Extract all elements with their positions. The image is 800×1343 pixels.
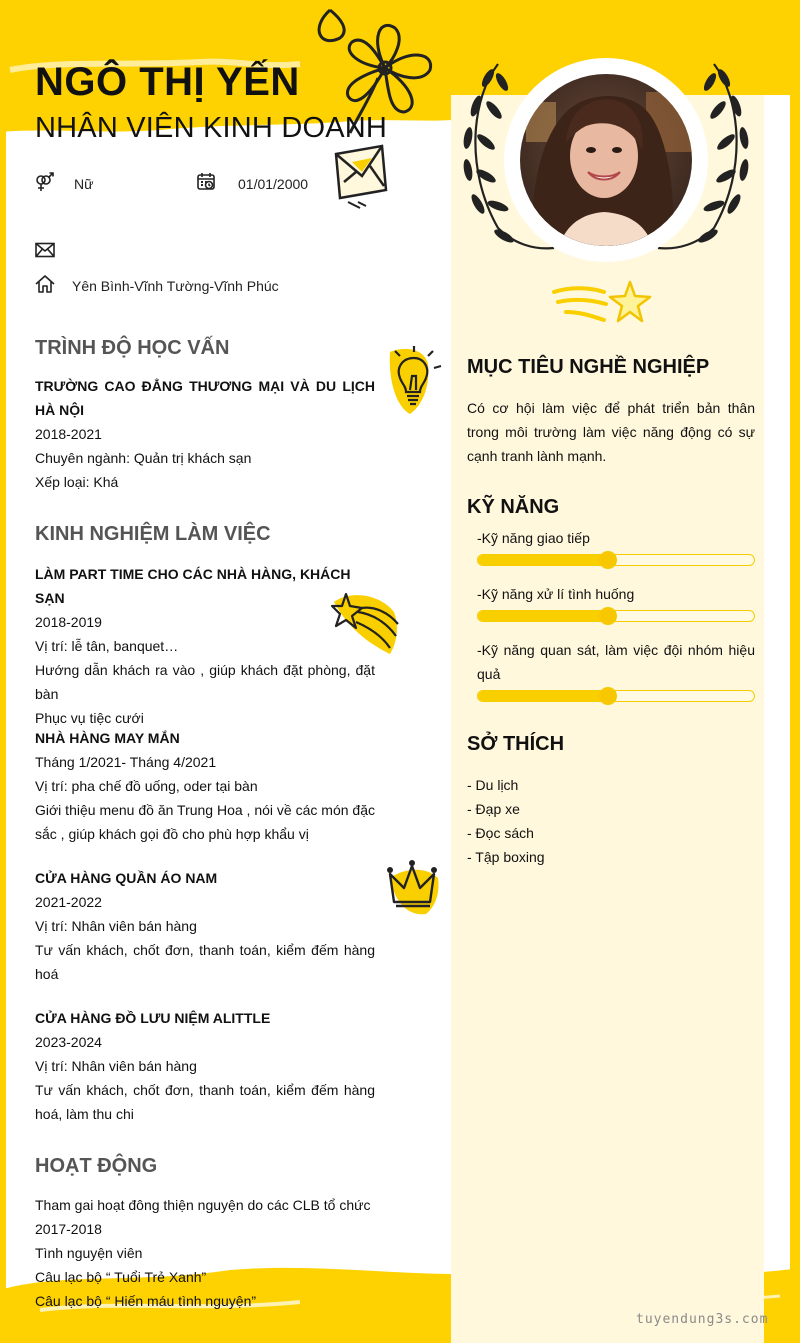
candidate-name: NGÔ THỊ YẾN — [35, 60, 300, 104]
experience-org-3: CỬA HÀNG QUẦN ÁO NAM — [35, 870, 218, 886]
skill-bar — [477, 610, 755, 622]
experience-line: Vị trí: pha chế đồ uống, oder tại bàn — [35, 778, 258, 794]
experience-line: Hướng dẫn khách ra vào , giúp khách đặt phòng, đặt bàn — [35, 662, 375, 702]
activity-line: 2017-2018 — [35, 1221, 102, 1237]
lightbulb-doodle-icon — [384, 344, 446, 418]
skills-title: KỸ NĂNG — [467, 496, 560, 518]
experience-period-4: 2023-2024 — [35, 1034, 102, 1050]
education-major: Chuyên ngành: Quản trị khách sạn — [35, 450, 252, 466]
activities-title: HOẠT ĐỘNG — [35, 1155, 158, 1177]
skill-bar — [477, 690, 755, 702]
experience-line: Tư vấn khách, chốt đơn, thanh toán, kiểm đếm hàng hoá — [35, 942, 375, 982]
objective-text: Có cơ hội làm việc để phát triển bản thân trong môi trường làm việc năng động có sự cạnh tranh lành mạnh. — [467, 400, 755, 464]
education-school: TRƯỜNG CAO ĐẲNG THƯƠNG MẠI VÀ DU LỊCH HÀ NỘI — [35, 378, 375, 418]
gender-value: Nữ — [74, 176, 94, 192]
gender-icon — [34, 172, 54, 192]
star-doodle-icon — [552, 278, 654, 328]
experience-period-2: Tháng 1/2021- Tháng 4/2021 — [35, 754, 217, 770]
skill-item — [477, 582, 755, 622]
education-period: 2018-2021 — [35, 426, 102, 442]
experience-org-2: NHÀ HÀNG MAY MẮN — [35, 730, 180, 746]
skill-bar-fill — [478, 611, 608, 621]
experience-org-1: LÀM PART TIME CHO CÁC NHÀ HÀNG, KHÁCH SẠN — [35, 566, 351, 606]
hobby-item: - Đọc sách — [467, 825, 534, 841]
experience-title: KINH NGHIỆM LÀM VIỆC — [35, 523, 271, 545]
job-position: NHÂN VIÊN KINH DOANH — [35, 112, 388, 144]
envelope-doodle-icon — [330, 142, 388, 212]
education-grade: Xếp loại: Khá — [35, 474, 119, 490]
activity-line: Tình nguyện viên — [35, 1245, 143, 1261]
objective-title: MỤC TIÊU NGHỀ NGHIỆP — [467, 356, 710, 378]
experience-line: Phục vụ tiệc cưới — [35, 710, 144, 726]
skill-item — [477, 526, 755, 566]
watermark: tuyendung3s.com — [636, 1312, 769, 1327]
address-value: Yên Bình-Vĩnh Tường-Vĩnh Phúc — [72, 278, 279, 294]
hobby-item: - Đạp xe — [467, 801, 520, 817]
education-title: TRÌNH ĐỘ HỌC VẤN — [35, 337, 230, 359]
mail-icon — [35, 242, 55, 258]
crown-doodle-icon — [386, 858, 442, 916]
experience-line: Tư vấn khách, chốt đơn, thanh toán, kiểm đếm hàng hoá, làm thu chi — [35, 1082, 375, 1122]
home-icon — [34, 274, 56, 294]
hobby-item: - Du lịch — [467, 777, 519, 793]
hobby-item: - Tập boxing — [467, 849, 545, 865]
experience-line: Giới thiệu menu đồ ăn Trung Hoa , nói về các món đặc sắc , giúp khách gọi đồ cho phù hợp khẩu vị — [35, 802, 375, 842]
activity-line: Câu lạc bộ “ Tuổi Trẻ Xanh” — [35, 1269, 207, 1285]
skill-item — [477, 638, 755, 702]
skill-label: -Kỹ năng giao tiếp — [477, 530, 590, 546]
experience-line: Vị trí: Nhân viên bán hàng — [35, 1058, 197, 1074]
experience-org-4: CỬA HÀNG ĐỒ LƯU NIỆM ALITTLE — [35, 1010, 271, 1026]
experience-period-1: 2018-2019 — [35, 614, 102, 630]
skill-bar-knob — [599, 607, 617, 625]
experience-period-3: 2021-2022 — [35, 894, 102, 910]
birthday-value: 01/01/2000 — [238, 176, 309, 192]
skill-bar-knob — [599, 687, 617, 705]
skill-label: -Kỹ năng xử lí tình huống — [477, 586, 635, 602]
calendar-icon — [196, 171, 216, 191]
profile-photo — [496, 52, 716, 270]
activity-line: Tham gai hoạt đông thiện nguyện do các CLB tổ chức — [35, 1197, 371, 1213]
experience-line: Vị trí: Nhân viên bán hàng — [35, 918, 197, 934]
skill-label: -Kỹ năng quan sát, làm việc đội nhóm hiệu quả — [477, 642, 755, 682]
skill-bar-knob — [599, 551, 617, 569]
skill-bar-fill — [478, 555, 608, 565]
skill-bar-fill — [478, 691, 608, 701]
hobbies-list — [467, 773, 545, 869]
hobbies-title: SỞ THÍCH — [467, 733, 565, 755]
activity-line: Câu lạc bộ “ Hiến máu tình nguyện” — [35, 1293, 257, 1309]
skill-bar — [477, 554, 755, 566]
experience-line: Vị trí: lễ tân, banquet… — [35, 638, 179, 654]
